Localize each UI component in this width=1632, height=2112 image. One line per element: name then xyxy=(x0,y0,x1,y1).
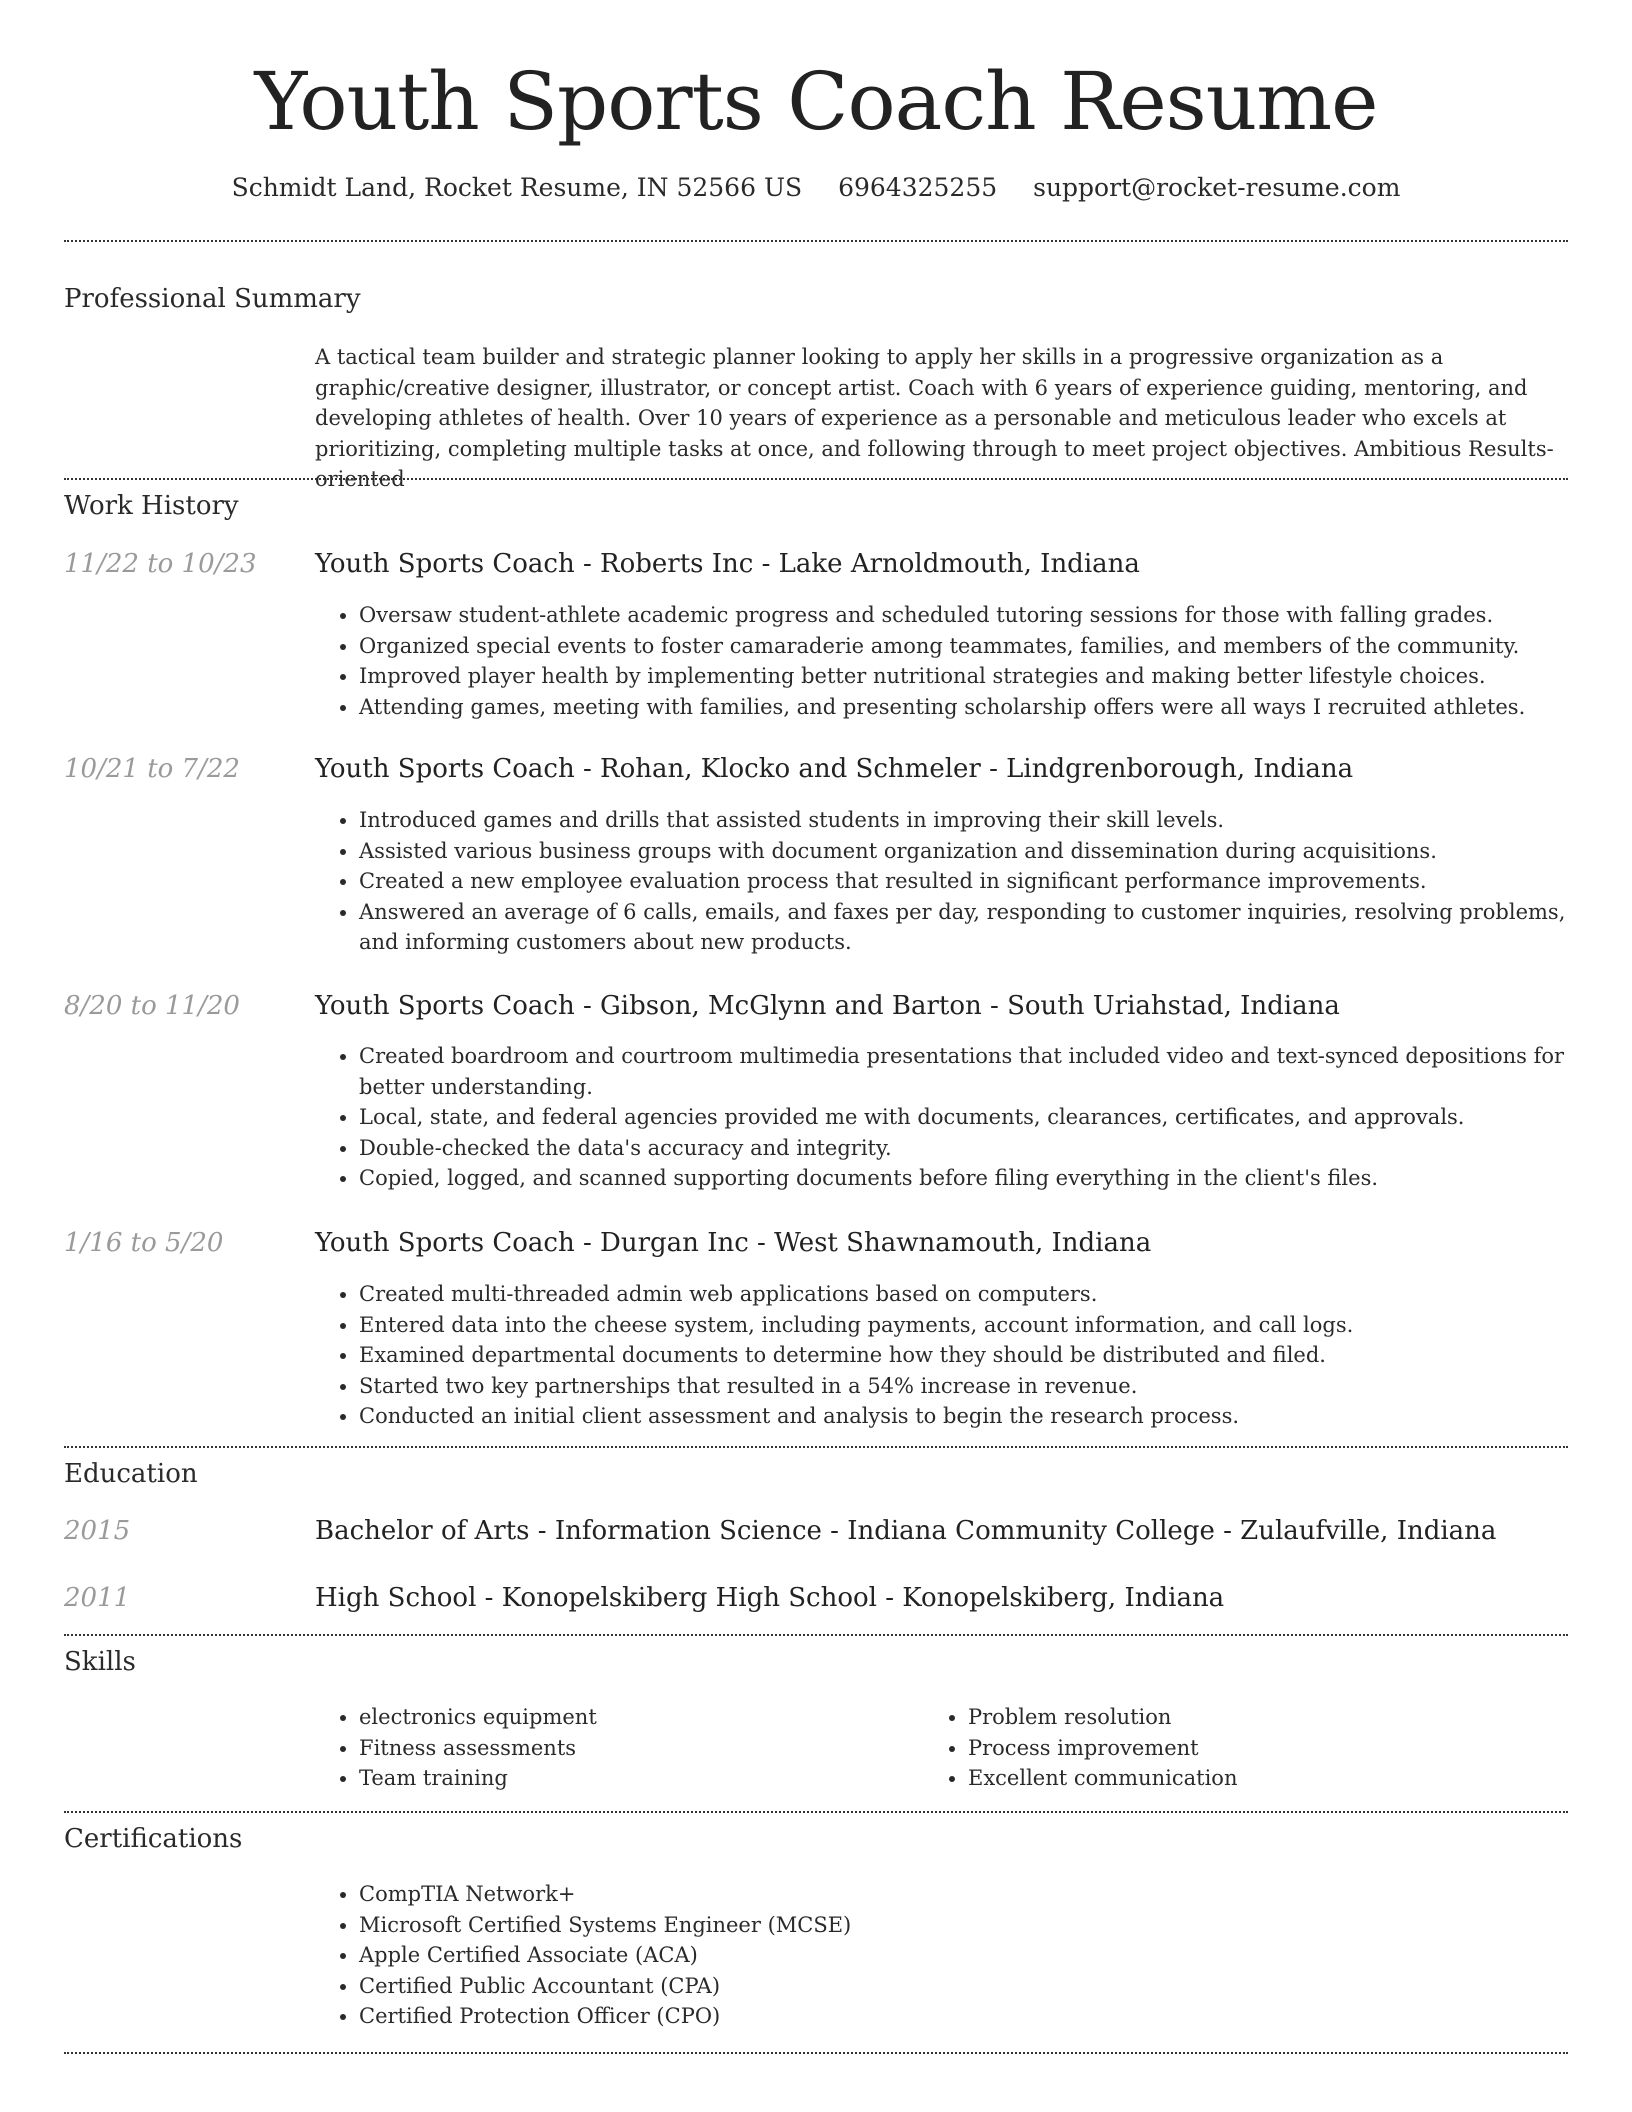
list-item: • Entered data into the cheese system, including payments, account information, and call logs. xyxy=(359,1310,1609,1341)
section-divider xyxy=(64,1446,1568,1448)
list-item: • Answered an average of 6 calls, emails, and faxes per day, responding to customer inquiries, resolving problems, and informing customers about new products. xyxy=(359,897,1609,958)
list-item: • Apple Certified Associate (ACA) xyxy=(359,1940,1609,1971)
list-item: • Excellent communication xyxy=(968,1763,1528,1794)
summary-text: A tactical team builder and strategic planner looking to apply her skills in a progressive organization as a graphic/creative designer, illustrator, or concept artist. Coach with 6 years of experience guiding, mentoring, and developing athletes of health. Over 10 years of experience as a personable and meticulous leader who excels at prioritizing, completing multiple tasks at once, and following through to meet project objectives. Ambitious Results-oriented xyxy=(315,345,1554,491)
education-year: 2015 xyxy=(64,1516,131,1546)
job-bullets xyxy=(315,1041,1609,1194)
skills-heading: Skills xyxy=(64,1647,136,1677)
section-divider xyxy=(64,478,1568,480)
job-dates: 1/16 to 5/20 xyxy=(64,1228,224,1258)
resume-title: Youth Sports Coach Resume xyxy=(254,55,1378,148)
education-year: 2011 xyxy=(64,1583,131,1613)
list-item: • Local, state, and federal agencies provided me with documents, clearances, certificates, and approvals. xyxy=(359,1102,1609,1133)
list-item: • Certified Public Accountant (CPA) xyxy=(359,1971,1609,2002)
job-dates: 8/20 to 11/20 xyxy=(64,991,240,1021)
contact-line xyxy=(0,170,1632,206)
section-divider xyxy=(64,240,1568,242)
list-item: • Created boardroom and courtroom multimedia presentations that included video and text-synced depositions for better understanding. xyxy=(359,1041,1609,1102)
education-entry: Bachelor of Arts - Information Science - Indiana Community College - Zulaufville, Indiana xyxy=(315,1516,1497,1546)
work-history-heading: Work History xyxy=(64,491,239,521)
list-item: • Process improvement xyxy=(968,1733,1528,1764)
list-item: • Created a new employee evaluation process that resulted in significant performance improvements. xyxy=(359,866,1609,897)
list-item: • Problem resolution xyxy=(968,1702,1528,1733)
list-item: • Oversaw student-athlete academic progress and scheduled tutoring sessions for those with falling grades. xyxy=(359,600,1609,631)
list-item: • Created multi-threaded admin web applications based on computers. xyxy=(359,1279,1609,1310)
job-title: Youth Sports Coach - Gibson, McGlynn and Barton - South Uriahstad, Indiana xyxy=(315,991,1340,1021)
job-bullets xyxy=(315,600,1609,722)
list-item: • Organized special events to foster camaraderie among teammates, families, and members of the community. xyxy=(359,631,1609,662)
skills-list-left xyxy=(315,1702,919,1794)
section-divider xyxy=(64,1811,1568,1813)
list-item: • Copied, logged, and scanned supporting documents before filing everything in the client's files. xyxy=(359,1163,1609,1194)
skills-list-right xyxy=(924,1702,1528,1794)
list-item: • Improved player health by implementing better nutritional strategies and making better lifestyle choices. xyxy=(359,661,1609,692)
certifications-list xyxy=(315,1879,1609,2032)
list-item: • Certified Protection Officer (CPO) xyxy=(359,2001,1609,2032)
list-item: • Fitness assessments xyxy=(359,1733,919,1764)
contact-phone: 6964325255 xyxy=(838,173,998,202)
summary-heading: Professional Summary xyxy=(64,284,361,314)
list-item: • Conducted an initial client assessment and analysis to begin the research process. xyxy=(359,1401,1609,1432)
job-dates: 10/21 to 7/22 xyxy=(64,754,240,784)
list-item: • Assisted various business groups with document organization and dissemination during acquisitions. xyxy=(359,836,1609,867)
section-divider xyxy=(64,2052,1568,2054)
list-item: • Microsoft Certified Systems Engineer (MCSE) xyxy=(359,1910,1609,1941)
list-item: • Introduced games and drills that assisted students in improving their skill levels. xyxy=(359,805,1609,836)
job-title: Youth Sports Coach - Durgan Inc - West Shawnamouth, Indiana xyxy=(315,1228,1152,1258)
list-item: • Examined departmental documents to determine how they should be distributed and filed. xyxy=(359,1340,1609,1371)
education-entry: High School - Konopelskiberg High School - Konopelskiberg, Indiana xyxy=(315,1583,1225,1613)
job-dates: 11/22 to 10/23 xyxy=(64,549,257,579)
list-item: • CompTIA Network+ xyxy=(359,1879,1609,1910)
list-item: • Started two key partnerships that resulted in a 54% increase in revenue. xyxy=(359,1371,1609,1402)
list-item: • Team training xyxy=(359,1763,919,1794)
job-title: Youth Sports Coach - Rohan, Klocko and Schmeler - Lindgrenborough, Indiana xyxy=(315,754,1354,784)
list-item: • Attending games, meeting with families, and presenting scholarship offers were all ways I recruited athletes. xyxy=(359,692,1609,723)
contact-email: support@rocket-resume.com xyxy=(1033,173,1401,202)
job-bullets xyxy=(315,805,1609,958)
job-bullets xyxy=(315,1279,1609,1432)
list-item: • Double-checked the data's accuracy and integrity. xyxy=(359,1133,1609,1164)
section-divider xyxy=(64,1634,1568,1636)
list-item: • electronics equipment xyxy=(359,1702,919,1733)
education-heading: Education xyxy=(64,1459,198,1489)
job-title: Youth Sports Coach - Roberts Inc - Lake Arnoldmouth, Indiana xyxy=(315,549,1140,579)
certifications-heading: Certifications xyxy=(64,1824,243,1854)
contact-address: Schmidt Land, Rocket Resume, IN 52566 US xyxy=(231,173,803,202)
